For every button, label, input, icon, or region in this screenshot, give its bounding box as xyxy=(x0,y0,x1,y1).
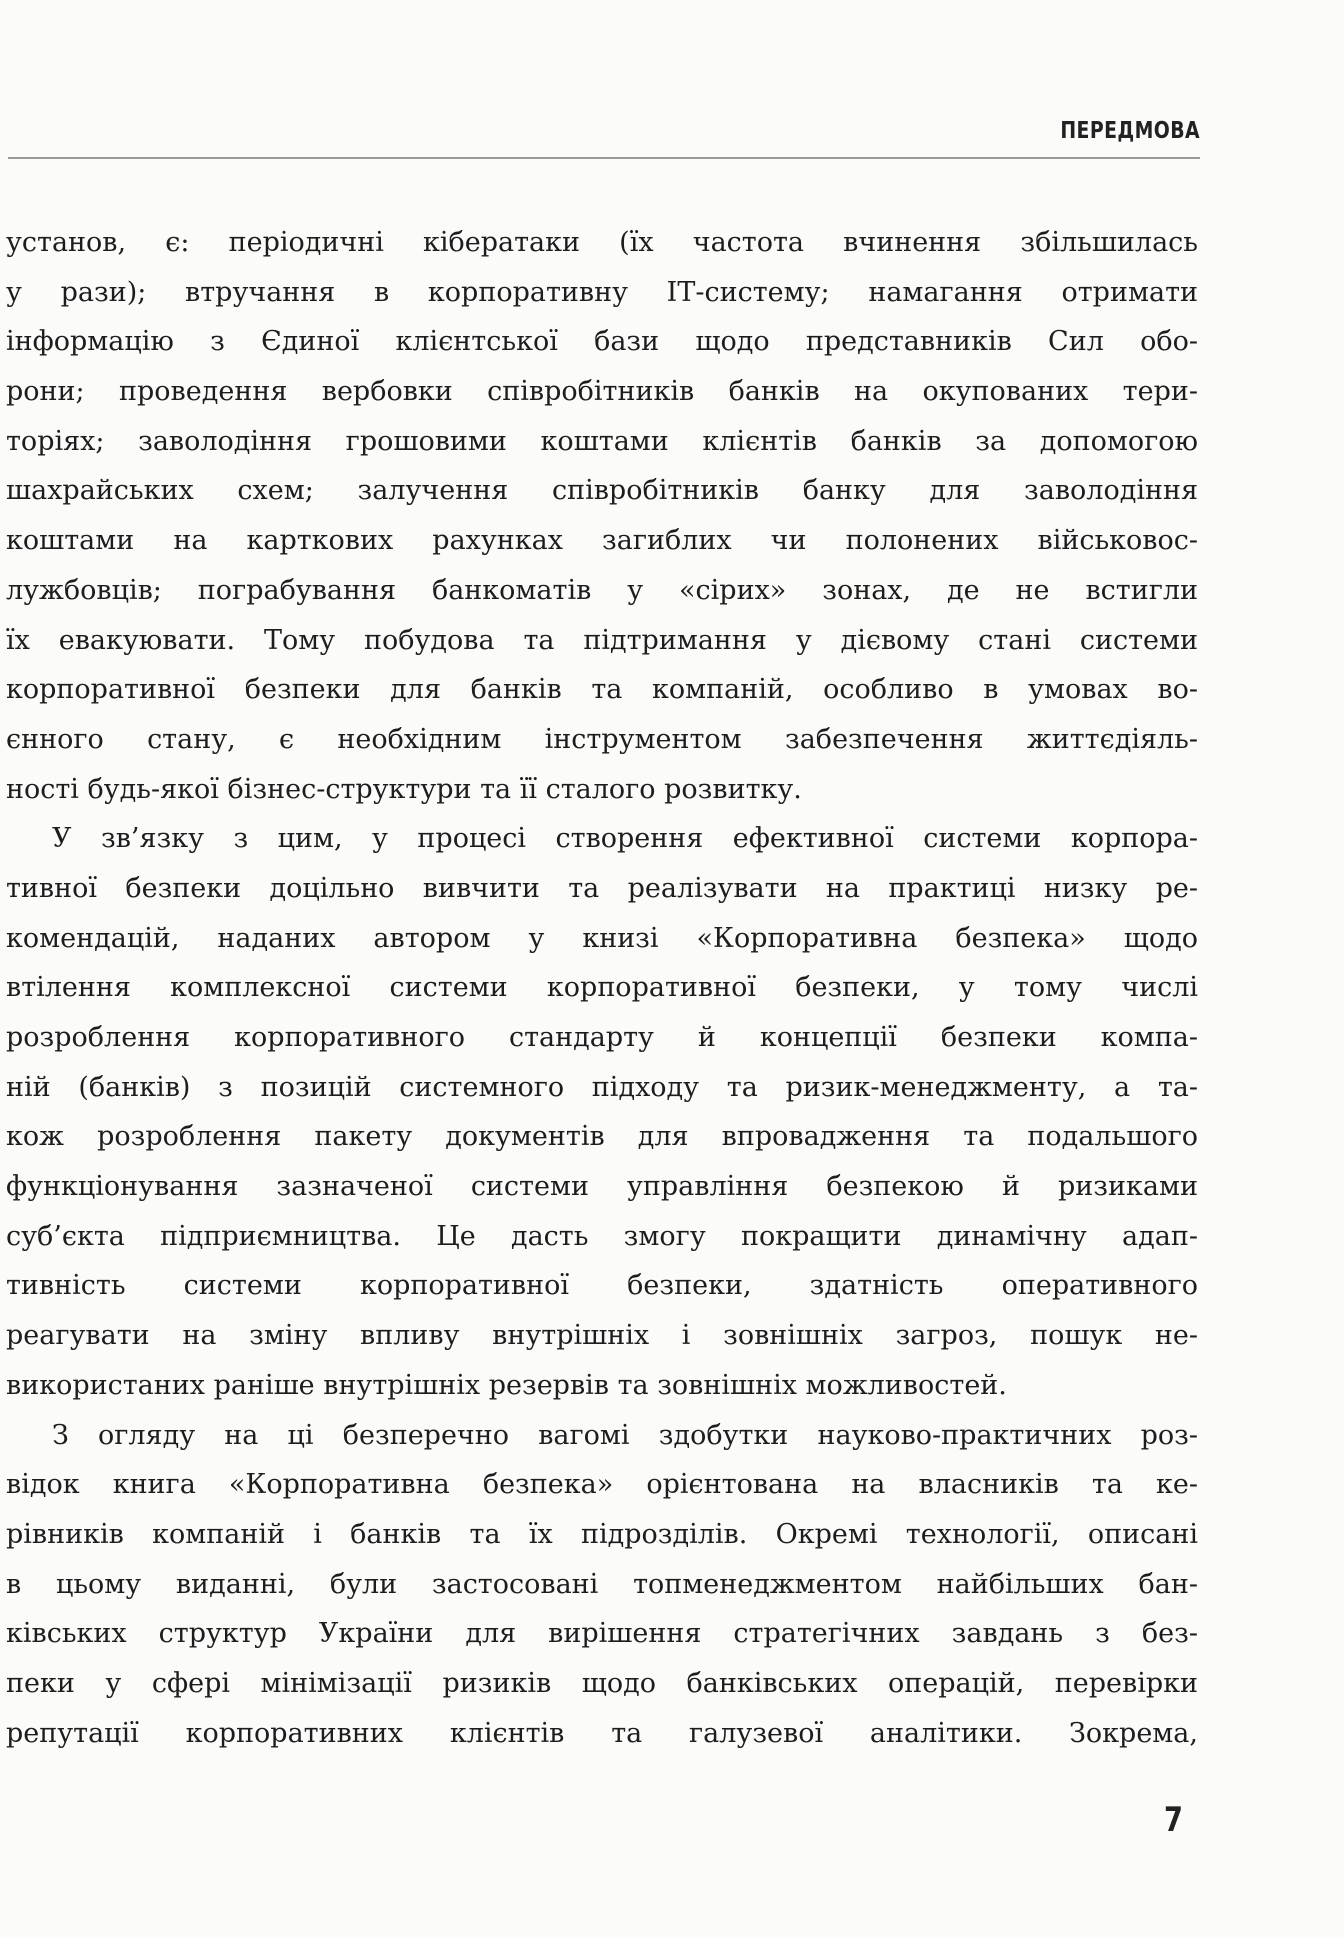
body-text xyxy=(0,218,1198,1758)
text-line: кож розроблення пакету документів для впровадження та подальшого xyxy=(6,1121,1198,1153)
text-line: в цьому виданні, були застосовані топменеджментом найбільших бан- xyxy=(6,1568,1198,1600)
text-line: тивність системи корпоративної безпеки, здатність оперативного xyxy=(6,1270,1198,1302)
page-number: 7 xyxy=(1164,1800,1183,1840)
text-line: пеки у сфері мінімізації ризиків щодо банківських операцій, перевірки xyxy=(6,1667,1198,1699)
text-line: установ, є: періодичні кібератаки (їх частота вчинення збільшилась xyxy=(6,227,1198,258)
text-line: лужбовців; пограбування банкоматів у «сірих» зонах, де не встигли xyxy=(6,574,1198,606)
header-rule xyxy=(8,157,1200,159)
text-line: розроблення корпоративного стандарту й концепції безпеки компа- xyxy=(6,1022,1198,1053)
text-line: ності будь-якої бізнес-структури та її сталого розвитку. xyxy=(6,773,802,805)
text-line: комендацій, наданих автором у книзі «Корпоративна безпека» щодо xyxy=(6,922,1198,954)
text-line: втілення комплексної системи корпоративної безпеки, у тому числі xyxy=(6,972,1198,1004)
text-line: у рази); втручання в корпоративну ІТ-систему; намагання отримати xyxy=(6,276,1198,308)
text-line: відок книга «Корпоративна безпека» орієнтована на власників та ке- xyxy=(6,1469,1198,1501)
text-line: функціонування зазначеної системи управління безпекою й ризиками xyxy=(6,1171,1198,1203)
text-line: репутації корпоративних клієнтів та галузевої аналітики. Зокрема, xyxy=(6,1717,1198,1749)
text-line: ківських структур України для вирішення стратегічних завдань з без- xyxy=(6,1618,1198,1650)
text-line: ній (банків) з позицій системного підходу та ризик-менеджменту, а та- xyxy=(6,1071,1198,1103)
text-line: їх евакуювати. Тому побудова та підтримання у дієвому стані системи xyxy=(6,624,1198,656)
text-line: корпоративної безпеки для банків та компаній, особливо в умовах во- xyxy=(6,674,1198,706)
text-line: шахрайських схем; залучення співробітників банку для заволодіння xyxy=(6,475,1198,507)
text-line: єнного стану, є необхідним інструментом забезпечення життєдіяль- xyxy=(6,723,1198,755)
text-line: торіях; заволодіння грошовими коштами клієнтів банків за допомогою xyxy=(6,425,1198,457)
text-line: тивної безпеки доцільно вивчити та реалізувати на практиці низку ре- xyxy=(6,872,1198,904)
text-line: У зв’язку з цим, у процесі створення ефективної системи корпора- xyxy=(52,823,1198,855)
running-header: ПЕРЕДМОВА xyxy=(1060,118,1200,144)
text-line: реагувати на зміну впливу внутрішніх і зовнішніх загроз, пошук не- xyxy=(6,1320,1198,1352)
text-line: коштами на карткових рахунках загиблих чи полонених військовос- xyxy=(6,525,1198,557)
text-line: рівників компаній і банків та їх підрозділів. Окремі технології, описані xyxy=(6,1518,1198,1550)
text-line: інформацію з Єдиної клієнтської бази щодо представників Сил обо- xyxy=(6,326,1198,358)
text-line: використаних раніше внутрішніх резервів та зовнішніх можливостей. xyxy=(6,1369,1007,1401)
text-line: рони; проведення вербовки співробітників банків на окупованих тери- xyxy=(6,376,1198,408)
text-line: суб’єкта підприємництва. Це дасть змогу покращити динамічну адап- xyxy=(6,1220,1198,1252)
text-line: З огляду на ці безперечно вагомі здобутки науково-практичних роз- xyxy=(52,1419,1198,1451)
